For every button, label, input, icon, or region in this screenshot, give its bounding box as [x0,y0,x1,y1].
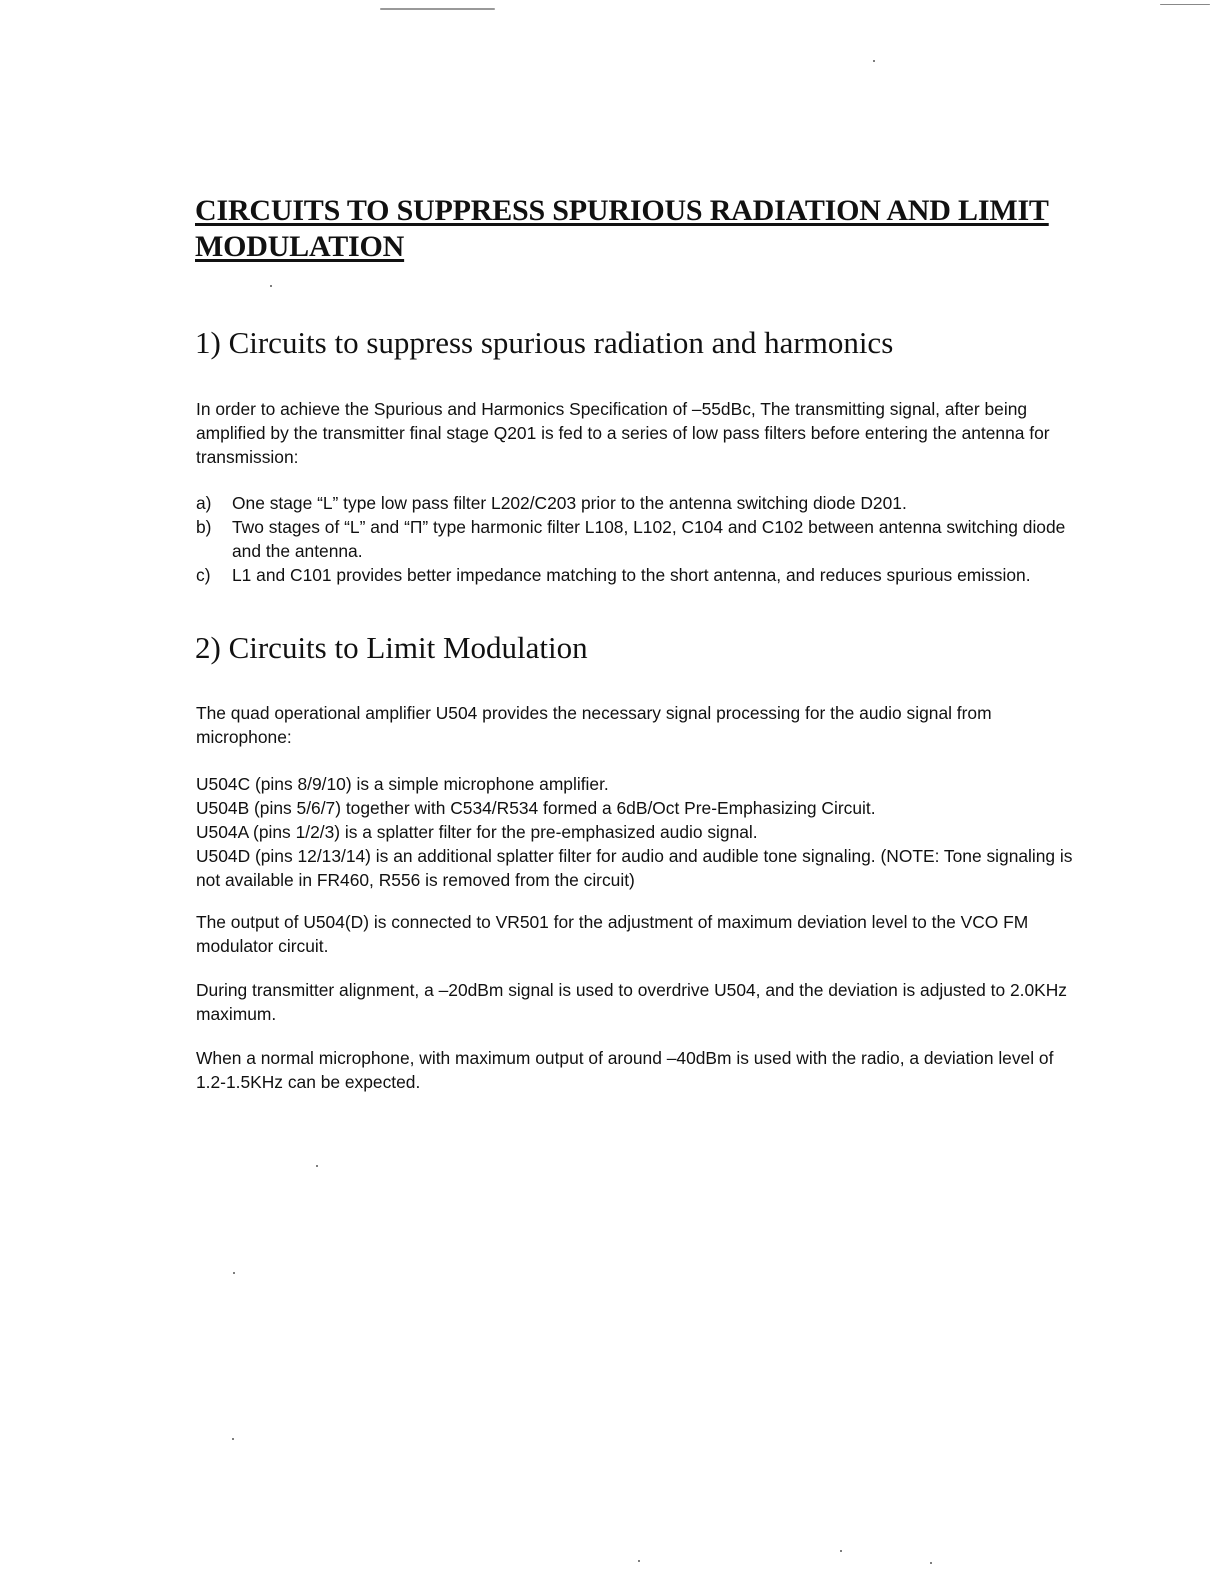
list-marker: b) [196,517,212,537]
list-marker: c) [196,565,211,585]
scan-artifact [873,60,875,62]
u504a-line: U504A (pins 1/2/3) is a splatter filter for the pre-emphasized audio signal. [196,822,758,842]
section-1-intro: In order to achieve the Spurious and Harmonics Specification of –55dBc, The transmitting signal, after being amplified by the transmitter final stage Q201 is fed to a series of low pass filters before entering the antenna for transmission: [196,399,1050,467]
alignment-paragraph: During transmitter alignment, a –20dBm signal is used to overdrive U504, and the deviation is adjusted to 2.0KHz maximum. [196,980,1067,1024]
section-1-heading: 1) Circuits to suppress spurious radiation and harmonics [195,325,894,360]
scan-artifact [930,1562,932,1564]
list-item [196,515,1076,563]
u504b-line: U504B (pins 5/6/7) together with C534/R534 formed a 6dB/Oct Pre-Emphasizing Circuit. [196,798,876,818]
list-marker: a) [196,493,212,513]
scan-artifact [232,1438,234,1440]
scan-artifact [1160,4,1210,5]
list-item-text: Two stages of “L” and “Π” type harmonic filter L108, L102, C104 and C102 between antenna switching diode and the antenna. [232,517,1066,561]
filter-list [196,491,1076,587]
scan-artifact [840,1550,842,1552]
list-item [196,563,1076,587]
scan-artifact [380,8,495,10]
list-item-text: L1 and C101 provides better impedance matching to the short antenna, and reduces spurious emission. [232,565,1031,585]
u504c-line: U504C (pins 8/9/10) is a simple microphone amplifier. [196,774,609,794]
list-item-text: One stage “L” type low pass filter L202/C203 prior to the antenna switching diode D201. [232,493,907,513]
scan-artifact [270,285,272,287]
microphone-paragraph: When a normal microphone, with maximum output of around –40dBm is used with the radio, a deviation level of 1.2-1.5KHz can be expected. [196,1048,1054,1092]
section-2-heading: 2) Circuits to Limit Modulation [195,630,588,665]
scan-artifact [638,1560,640,1562]
output-paragraph: The output of U504(D) is connected to VR501 for the adjustment of maximum deviation level to the VCO FM modulator circuit. [196,912,1029,956]
scan-artifact [316,1165,318,1167]
section-2-intro: The quad operational amplifier U504 provides the necessary signal processing for the audio signal from microphone: [196,703,992,747]
page-title: CIRCUITS TO SUPPRESS SPURIOUS RADIATION AND LIMIT MODULATION [195,194,1049,263]
scan-artifact [233,1272,235,1274]
u504d-line: U504D (pins 12/13/14) is an additional splatter filter for audio and audible tone signaling. (NOTE: Tone signaling is not available in FR460, R556 is removed from the circuit) [196,846,1073,890]
list-item [196,491,1076,515]
